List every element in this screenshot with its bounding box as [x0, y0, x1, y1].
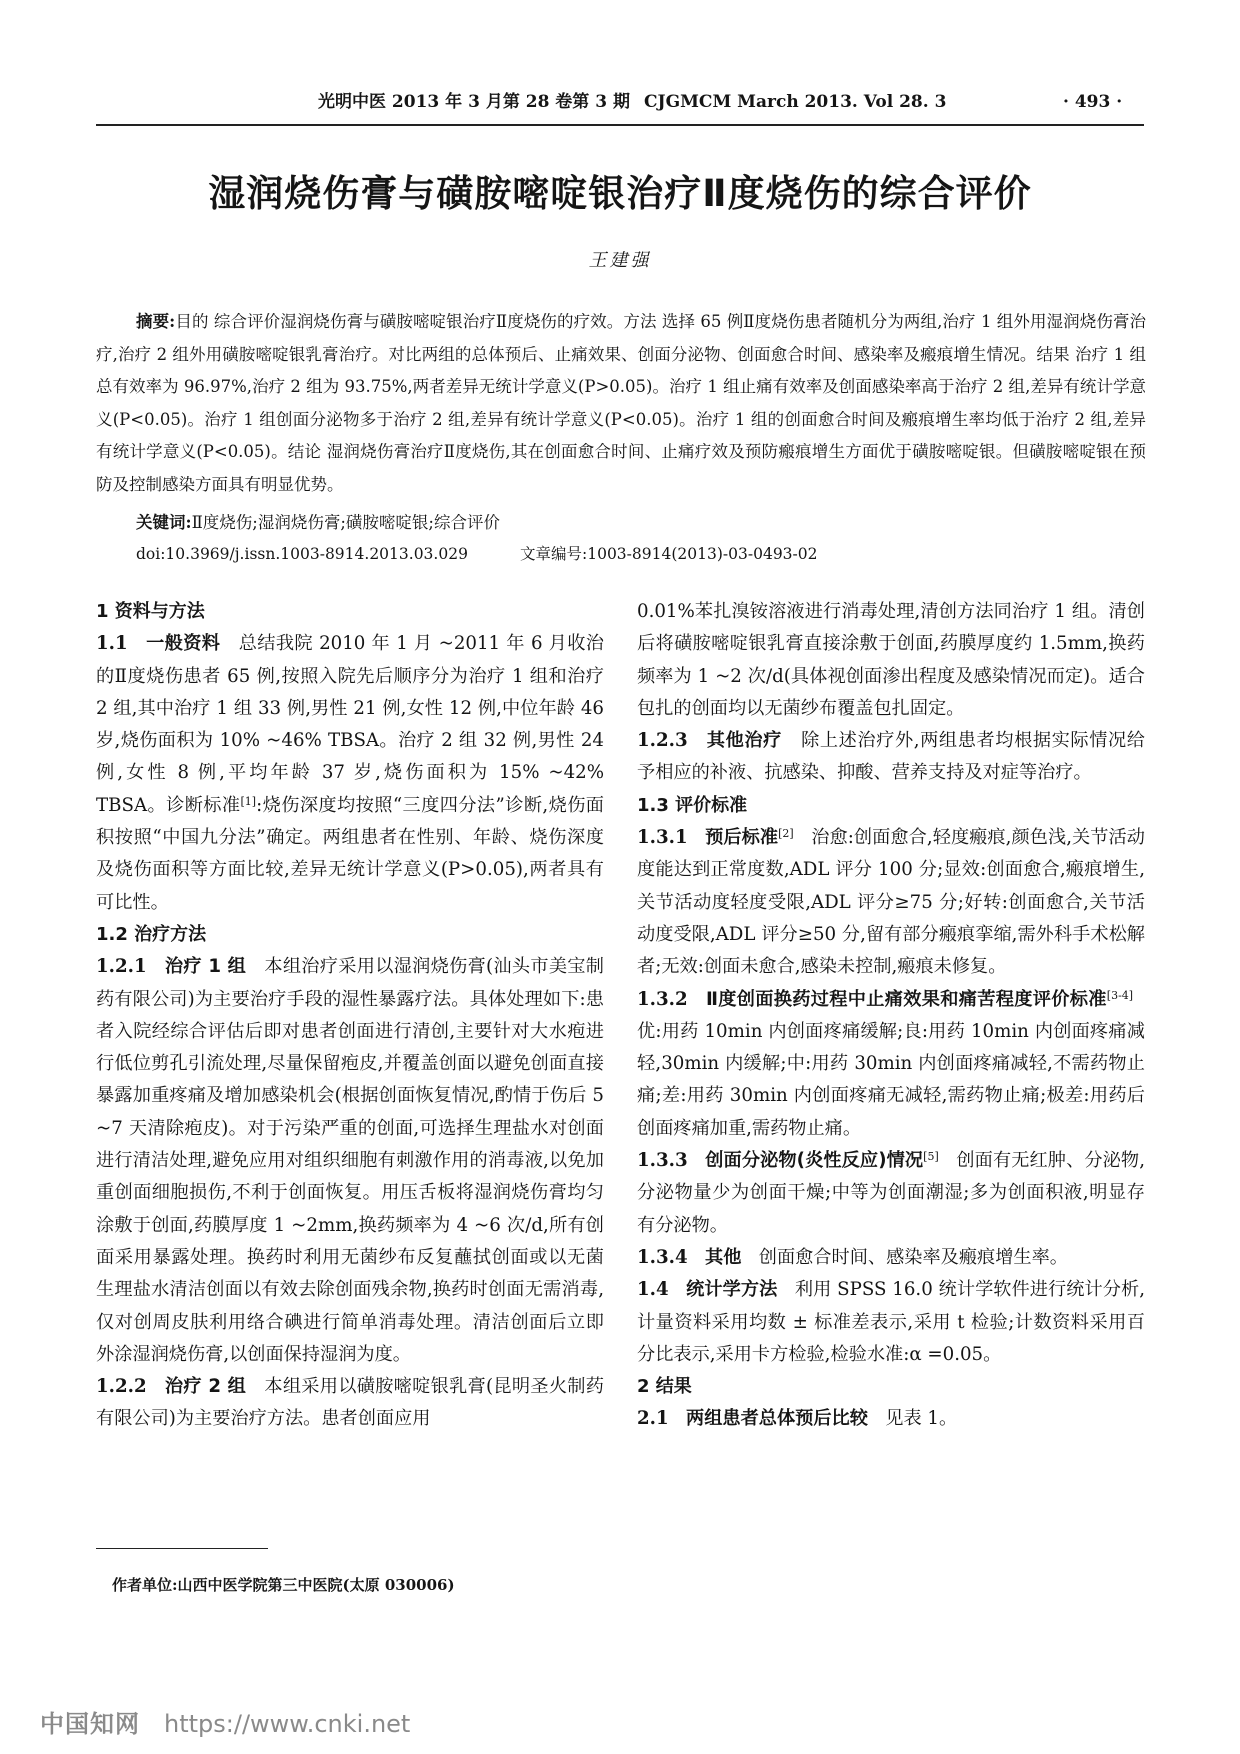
section-1-1 [96, 628, 604, 919]
doi: doi:10.3969/j.issn.1003-8914.2013.03.029 [136, 545, 468, 563]
section-1-2-1-number: 1.2.1 [96, 956, 147, 978]
article-number: 文章编号:1003-8914(2013)-03-0493-02 [520, 545, 818, 563]
section-1-3-1-number: 1.3.1 [637, 827, 688, 849]
running-head [0, 88, 1240, 116]
section-1-2-2-text: 本组采用以磺胺嘧啶银乳膏(昆明圣火制药有限公司)为主要治疗方法。患者创面应用 [96, 1376, 604, 1430]
section-1-3-2-text: 优:用药 10min 内创面疼痛缓解;良:用药 10min 内创面疼痛减轻,30min 内缓解;中:用药 30min 内创面疼痛减轻,不需药物止痛;差:用药 30min 内创面疼痛无减轻,需药物止痛;极差:用药后创面疼痛加重,需药物止痛。 [637, 1020, 1145, 1139]
citation-5: [5] [923, 1150, 939, 1164]
section-1-3-2 [637, 984, 1145, 1145]
section-1-2-2-title: 治疗 2 组 [164, 1376, 247, 1398]
section-2-1-title: 两组患者总体预后比较 [686, 1408, 868, 1430]
section-1-1-text: 总结我院 2010 年 1 月 ~2011 年 6 月收治的Ⅱ度烧伤患者 65 例,按照入院先后顺序分为治疗 1 组和治疗 2 组,其中治疗 1 组 33 例,男性 21 例,女性 12 例,中位年龄 46 岁,烧伤面积为 10% ~46% TBSA。治疗 2 组 32 例,男性 24 例,女性 8 例,平均年龄 37 岁,烧伤面积为 15% ~42% TBSA。诊断标准 [96, 633, 604, 816]
section-1-heading: 1 资料与方法 [96, 601, 205, 622]
section-2-1-number: 2.1 [637, 1408, 669, 1430]
section-1-3-4-title: 其他 [705, 1246, 742, 1268]
doi-line [136, 539, 1146, 569]
cnki-watermark [40, 1704, 410, 1739]
footnote-rule [96, 1548, 268, 1549]
section-1-2-3 [637, 725, 1145, 790]
section-1-3-2-number: 1.3.2 [637, 988, 688, 1010]
section-1-4-text: 利用 SPSS 16.0 统计学软件进行统计分析,计量资料采用均数 ± 标准差表示,采用 t 检验;计数资料采用百分比表示,采用卡方检验,检验水准:α =0.05。 [637, 1279, 1145, 1365]
section-2-1 [637, 1403, 1145, 1435]
author-affiliation-footnote: 作者单位:山西中医学院第三中医院(太原 030006) [112, 1576, 455, 1594]
abstract [96, 306, 1146, 501]
section-1-3-1-text: 治愈:创面愈合,轻度瘢痕,颜色浅,关节活动度能达到正常度数,ADL 评分 100 分;显效:创面愈合,瘢痕增生,关节活动度轻度受限,ADL 评分≥75 分;好转:创面愈合,关节活动度受限,ADL 评分≥50 分,留有部分瘢痕挛缩,需外科手术松解者;无效:创面未愈合,感染未控制,瘢痕未修复。 [637, 827, 1145, 978]
journal-name-cn: 光明中医 2013 年 3 月第 28 卷第 3 期 [318, 92, 630, 112]
section-1-3-1-title: 预后标准 [705, 827, 779, 849]
section-1-3-4-text: 创面愈合时间、感染率及瘢痕增生率。 [758, 1246, 1068, 1268]
abstract-text: 目的 综合评价湿润烧伤膏与磺胺嘧啶银治疗Ⅱ度烧伤的疗效。方法 选择 65 例Ⅱ度烧伤患者随机分为两组,治疗 1 组外用湿润烧伤膏治疗,治疗 2 组外用磺胺嘧啶银乳膏治疗。对比两组的总体预后、止痛效果、创面分泌物、创面愈合时间、感染率及瘢痕增生情况。结果 治疗 1 组总有效率为 96.97%,治疗 2 组为 93.75%,两者差异无统计学意义(P>0.05)。治疗 1 组止痛有效率及创面感染率高于治疗 2 组,差异有统计学意义(P<0.05)。治疗 1 组创面分泌物多于治疗 2 组,差异有统计学意义(P<0.05)。治疗 1 组的创面愈合时间及瘢痕增生率均低于治疗 2 组,差异有统计学意义(P<0.05)。结论 湿润烧伤膏治疗Ⅱ度烧伤,其在创面愈合时间、止痛疗效及预防瘢痕增生方面优于磺胺嘧啶银。但磺胺嘧啶银在预防及控制感染方面具有明显优势。 [96, 312, 1147, 494]
cnki-url[interactable]: https://www.cnki.net [164, 1710, 411, 1738]
section-1-1-text-cont: :烧伤深度均按照“三度四分法”诊断,烧伤面积按照“中国九分法”确定。两组患者在性别、年龄、烧伤深度及烧伤面积等方面比较,差异无统计学意义(P>0.05),两者具有可比性。 [96, 794, 604, 913]
section-1-3-1 [637, 822, 1145, 983]
section-2-1-text: 见表 1。 [885, 1408, 958, 1430]
section-1-2-heading: 1.2 治疗方法 [96, 923, 207, 945]
section-1-1-title: 一般资料 [146, 633, 221, 655]
section-1-3-3 [637, 1145, 1145, 1242]
section-1-3-heading: 1.3 评价标准 [637, 794, 748, 816]
right-column [637, 596, 1145, 1436]
citation-3-4: [3-4] [1106, 988, 1134, 1002]
header-rule [96, 124, 1144, 126]
section-1-2-1 [96, 951, 604, 1371]
article-title: 湿润烧伤膏与磺胺嘧啶银治疗Ⅱ度烧伤的综合评价 [208, 172, 1032, 215]
keywords-text: Ⅱ度烧伤;湿润烧伤膏;磺胺嘧啶银;综合评价 [191, 513, 500, 532]
cnki-logo: 中国知网 [40, 1710, 140, 1738]
section-1-2-3-number: 1.2.3 [637, 730, 688, 752]
section-1-3-4-number: 1.3.4 [637, 1246, 688, 1268]
abstract-label: 摘要: [136, 312, 176, 331]
section-1-2-3-title: 其他治疗 [706, 730, 782, 752]
section-1-2-3-text: 除上述治疗外,两组患者均根据实际情况给予相应的补液、抗感染、抑酸、营养支持及对症等治疗。 [637, 730, 1145, 784]
section-1-3-4 [637, 1242, 1145, 1274]
section-1-4 [637, 1274, 1145, 1371]
page-number: · 493 · [1063, 92, 1123, 112]
left-column [96, 596, 604, 1436]
section-1-2-2-number: 1.2.2 [96, 1376, 147, 1398]
section-1-4-title: 统计学方法 [686, 1279, 778, 1301]
keywords-label: 关键词: [136, 513, 192, 532]
section-1-2-1-text: 本组治疗采用以湿润烧伤膏(汕头市美宝制药有限公司)为主要治疗手段的湿性暴露疗法。具体处理如下:患者入院经综合评估后即对患者创面进行清创,主要针对大水疱进行低位剪孔引流处理,尽量保留疱皮,并覆盖创面以避免创面直接暴露加重疼痛及增加感染机会(根据创面恢复情况,酌情于伤后 5 ~7 天清除疱皮)。对于污染严重的创面,可选择生理盐水对创面进行清洁处理,避免应用对组织细胞有刺激作用的消毒液,以免加重创面细胞损伤,不利于创面恢复。用压舌板将湿润烧伤膏均匀涂敷于创面,药膜厚度 1 ~2mm,换药频率为 4 ~6 次/d,所有创面采用暴露处理。换药时利用无菌纱布反复蘸拭创面或以无菌生理盐水清洁创面以有效去除创面残余物,换药时创面无需消毒,仅对创周皮肤利用络合碘进行简单消毒处理。清洁创面后立即外涂湿润烧伤膏,以创面保持湿润为度。 [96, 956, 604, 1365]
section-1-1-number: 1.1 [96, 633, 128, 655]
section-1-3-2-title: Ⅱ度创面换药过程中止痛效果和痛苦程度评价标准 [705, 988, 1107, 1010]
section-1-4-number: 1.4 [637, 1279, 669, 1301]
journal-name-en: CJGMCM March 2013. Vol 28. 3 [644, 92, 947, 112]
citation-1: [1] [240, 794, 257, 808]
citation-2: [2] [778, 827, 794, 841]
section-1-2-2-continued: 0.01%苯扎溴铵溶液进行消毒处理,清创方法同治疗 1 组。清创后将磺胺嘧啶银乳膏直接涂敷于创面,药膜厚度约 1.5mm,换药频率为 1 ~2 次/d(具体视创面渗出程度及感染情况而定)。适合包扎的创面均以无菌纱布覆盖包扎固定。 [637, 601, 1145, 719]
section-2-heading: 2 结果 [637, 1376, 692, 1398]
section-1-3-3-text: 创面有无红肿、分泌物,分泌物量少为创面干燥;中等为创面潮湿;多为创面积液,明显存有分泌物。 [637, 1150, 1145, 1236]
section-1-3-3-title: 创面分泌物(炎性反应)情况 [705, 1150, 924, 1172]
author-name: 王建强 [588, 250, 652, 271]
section-1-2-2 [96, 1371, 604, 1436]
section-1-2-1-title: 治疗 1 组 [164, 956, 247, 978]
keywords [136, 508, 1146, 538]
section-1-3-3-number: 1.3.3 [637, 1150, 688, 1172]
